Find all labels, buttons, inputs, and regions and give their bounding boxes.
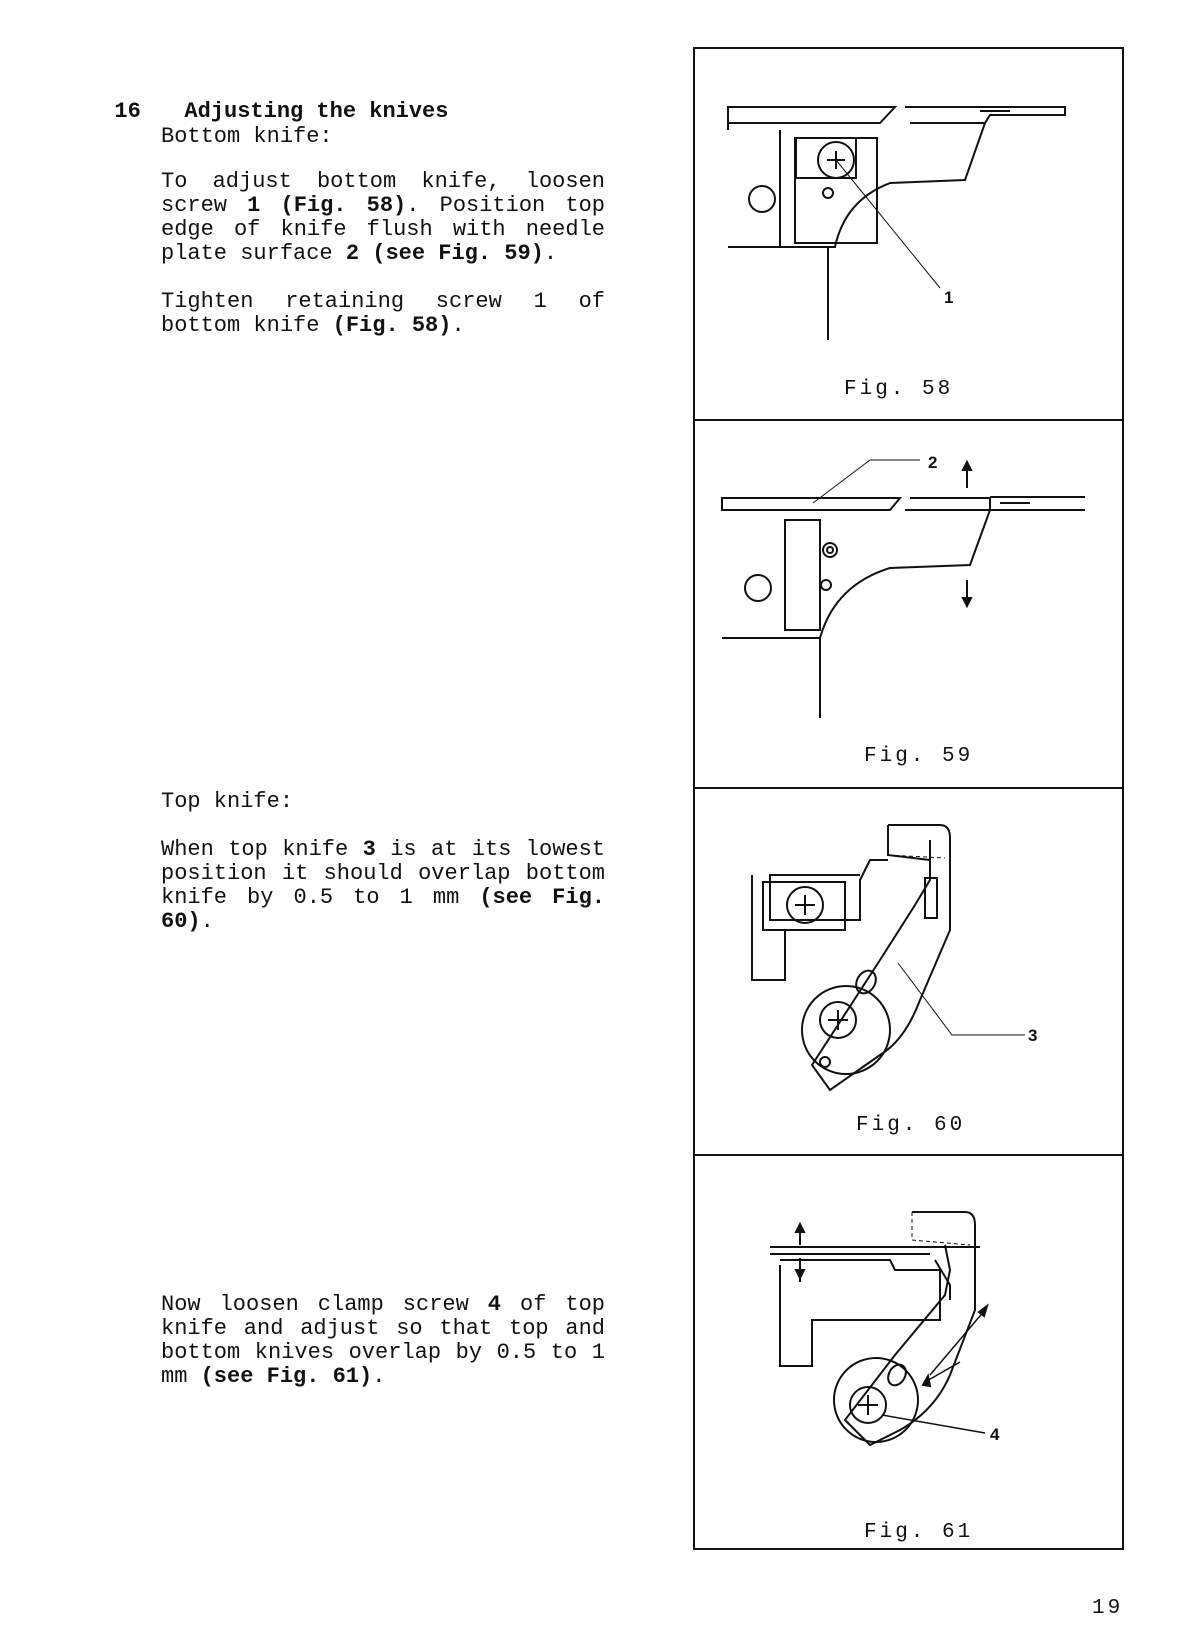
- fig59-caption: Fig. 59: [864, 745, 974, 768]
- page-number: 19: [1092, 1597, 1124, 1620]
- bold-reference: 4: [487, 1292, 501, 1317]
- bold-reference: (Fig. 58): [332, 313, 452, 338]
- text-run: .: [372, 1364, 386, 1389]
- bold-reference: 3: [362, 837, 376, 862]
- text-run: . Position top edge of knife flush with needle plate surface: [161, 193, 605, 266]
- fig58-callout-1: 1: [944, 288, 954, 307]
- bold-reference: (see Fig. 61): [200, 1364, 373, 1389]
- fig58-caption: Fig. 58: [844, 378, 954, 401]
- fig59-drawing: [722, 460, 1085, 718]
- text-run: Tighten retaining screw 1 of bottom knife: [161, 289, 605, 338]
- text-run: To adjust bottom knife, loosen screw: [161, 169, 605, 218]
- bold-reference: 2 (see Fig. 59): [345, 241, 544, 266]
- text-run: .: [451, 313, 465, 338]
- fig61-drawing: [770, 1212, 987, 1445]
- text-run: When top knife: [161, 837, 363, 862]
- bold-reference: (see Fig. 60): [161, 885, 605, 934]
- fig60-caption: Fig. 60: [856, 1114, 966, 1137]
- section-title: Adjusting the knives: [184, 99, 449, 124]
- bold-reference: 1 (Fig. 58): [247, 193, 407, 218]
- text-run: Now loosen clamp screw: [161, 1292, 488, 1317]
- text-run: is at its lowest position it should overlap bottom knife by 0.5 to 1 mm: [161, 837, 605, 910]
- bottom-knife-heading: Bottom knife:: [161, 124, 333, 149]
- fig60-drawing: [752, 825, 1025, 1090]
- fig59-callout-2: 2: [928, 453, 938, 472]
- text-run: .: [200, 909, 214, 934]
- top-knife-heading: Top knife:: [161, 789, 294, 814]
- section-number: 16: [114, 99, 141, 124]
- text-run: .: [543, 241, 558, 266]
- fig61-callout-4: 4: [990, 1425, 1000, 1444]
- fig61-caption: Fig. 61: [864, 1521, 974, 1544]
- text-run: of top knife and adjust so that top and bottom knives overlap by 0.5 to 1 mm: [161, 1292, 605, 1389]
- fig60-callout-3: 3: [1028, 1026, 1038, 1045]
- fig58-drawing: [728, 107, 1065, 340]
